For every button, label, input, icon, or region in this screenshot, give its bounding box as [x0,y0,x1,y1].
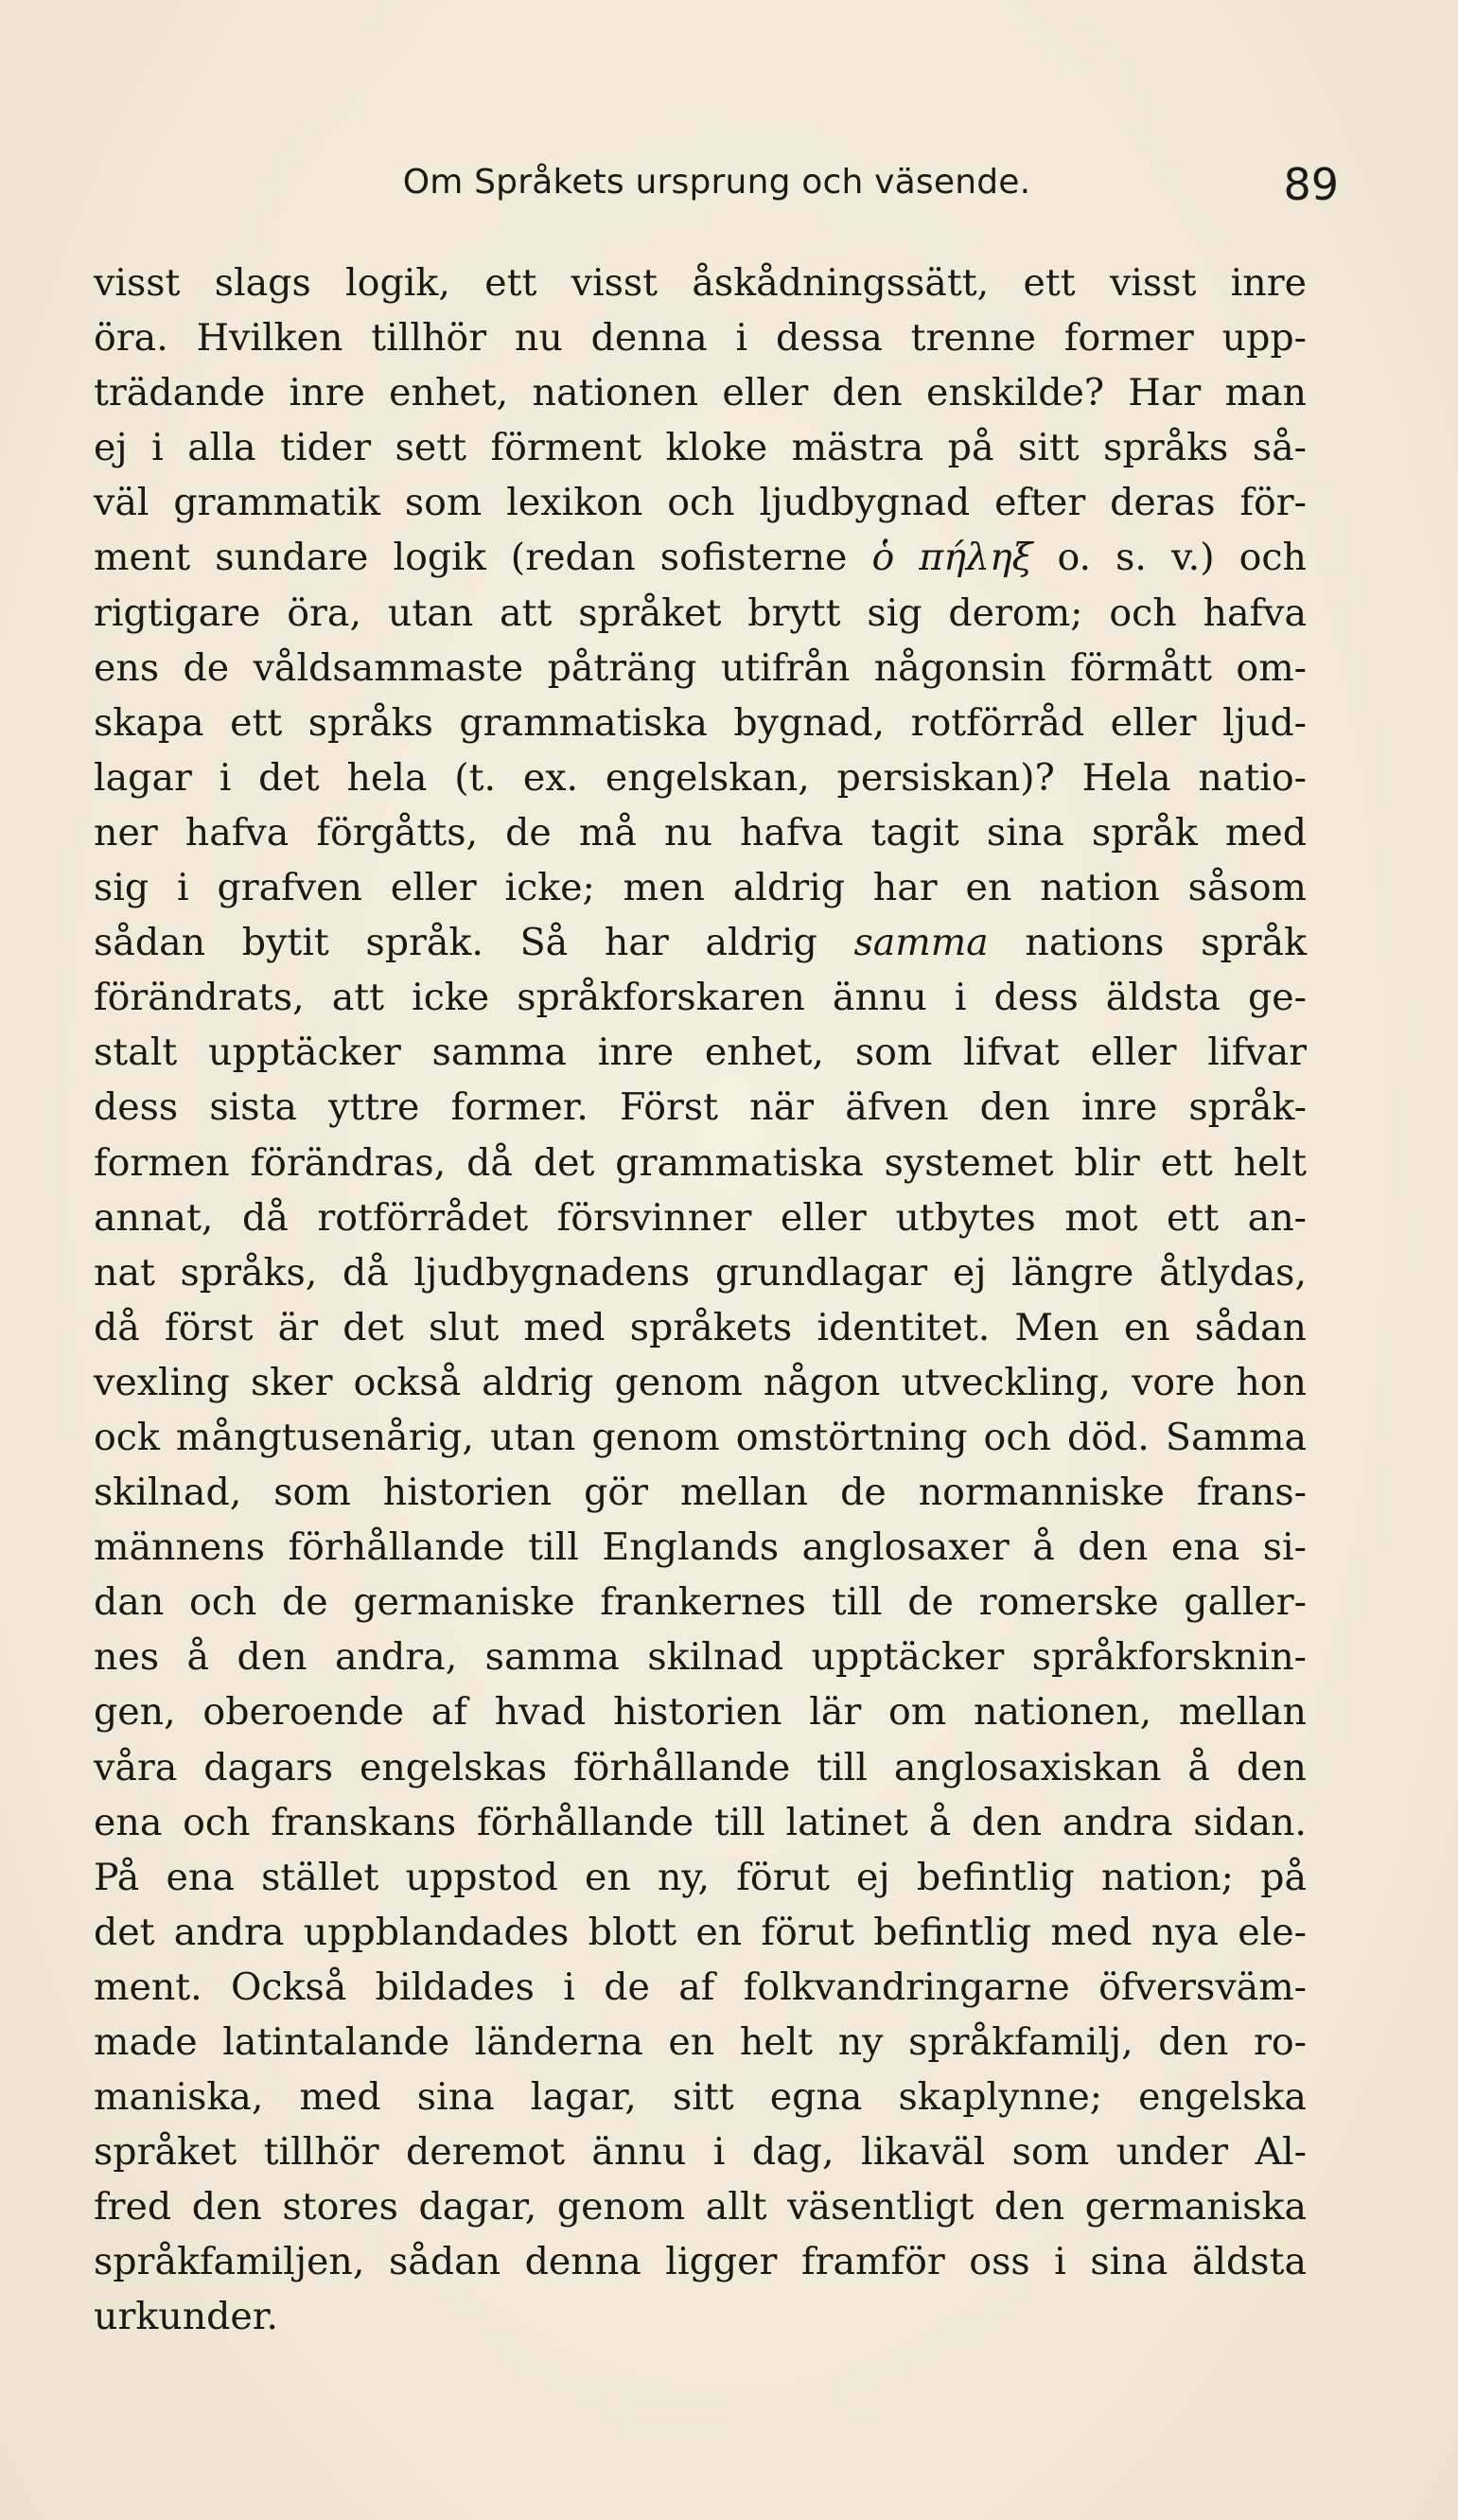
text-line [94,1300,1307,1355]
text-line [94,475,1307,530]
text-segment: ock mångtusenårig, utan genom omstörtning och död. Samma [94,1415,1307,1459]
text-segment: stalt upptäcker samma inre enhet, som lifvat eller lifvar [94,1031,1307,1075]
text-segment: det andra uppblandades blott en förut befintlig med nya ele- [94,1910,1307,1954]
text-segment: ens de våldsammaste påträng utifrån någonsin förmått om- [94,645,1307,690]
text-segment: öra. Hvilken tillhör nu denna i dessa trenne former upp- [94,316,1307,361]
text-segment: språkfamiljen, sådan denna ligger framför oss i sina äldsta [94,2240,1307,2284]
text-segment: visst slags logik, ett visst åskådningssätt, ett visst inre [94,261,1307,305]
text-segment: männens förhållande till Englands anglosaxer å den ena si- [94,1525,1307,1570]
text-segment: väl grammatik som lexikon och ljudbygnad efter deras för- [94,481,1307,525]
text-segment: made latintalande länderna en helt ny språkfamilj, den ro- [94,2020,1307,2064]
text-line [94,696,1307,750]
text-segment: maniska, med sina lagar, sitt egna skaplynne; engelska [94,2075,1307,2120]
text-line [94,1136,1307,1190]
text-line [94,530,1307,585]
text-segment: dess sista yttre former. Först när äfven den inre språk- [94,1085,1307,1130]
text-segment: skilnad, som historien gör mellan de normanniske frans- [94,1471,1307,1515]
text-line [94,2234,1307,2289]
text-line [94,1190,1307,1245]
text-line [94,915,1307,970]
text-line [94,1630,1307,1684]
text-line [94,2124,1307,2179]
page-number: 89 [1283,159,1339,210]
text-segment: nat språks, då ljudbygnadens grundlagar ej längre åtlydas, [94,1250,1307,1295]
text-line [94,1575,1307,1630]
text-segment: gen, oberoende af hvad historien lär om nationen, mellan [94,1690,1307,1735]
text-line [94,1905,1307,1960]
text-line [94,1465,1307,1520]
text-segment: våra dagars engelskas förhållande till anglosaxiskan å den [94,1745,1307,1789]
text-segment: då först är det slut med språkets identitet. Men en sådan [94,1305,1307,1349]
text-line [94,1520,1307,1575]
text-line [94,1850,1307,1905]
text-segment: ment sundare logik (redan sofisterne [94,536,872,580]
text-segment: ment. Också bildades i de af folkvandringarne öfversväm- [94,1965,1307,2009]
text-line [94,2289,1307,2344]
text-segment: trädande inre enhet, nationen eller den enskilde? Har man [94,371,1307,415]
text-line [94,1245,1307,1300]
text-segment: sig i grafven eller icke; men aldrig har en nation såsom [94,866,1307,910]
emphasis-samma: samma [853,921,989,965]
text-line [94,1684,1307,1739]
text-line [94,970,1307,1025]
text-line [94,365,1307,420]
text-segment: dan och de germaniske frankernes till de romerske galler- [94,1580,1307,1625]
text-line [94,2015,1307,2070]
text-segment: ena och franskans förhållande till latinet å den andra sidan. [94,1800,1307,1844]
text-line [94,310,1307,365]
text-line [94,1740,1307,1795]
text-segment: skapa ett språks grammatiska bygnad, rotförråd eller ljud- [94,700,1307,745]
text-segment: vexling sker också aldrig genom någon utveckling, vore hon [94,1360,1307,1404]
text-segment: sådan bytit språk. Så har aldrig [94,921,854,965]
running-head-title: Om Språkets ursprung och väsende. [402,163,1031,202]
text-segment: lagar i det hela (t. ex. engelskan, persiskan)? Hela natio- [94,755,1307,800]
text-line [94,1795,1307,1850]
text-segment: ej i alla tider sett förment kloke mästra på sitt språks så- [94,426,1307,470]
text-line [94,805,1307,860]
text-segment: nes å den andra, samma skilnad upptäcker språkforsknin- [94,1635,1307,1680]
text-segment: fred den stores dagar, genom allt väsentligt den germaniska [94,2185,1307,2229]
running-head [95,159,1339,216]
text-line [94,860,1307,915]
text-line [94,256,1307,310]
text-line [94,1960,1307,2015]
text-line [94,750,1307,805]
greek-phrase: ὁ πήληξ [871,536,1033,580]
text-line [94,2179,1307,2234]
text-segment: rigtigare öra, utan att språket brytt sig derom; och hafva [94,590,1307,635]
text-segment: annat, då rotförrådet försvinner eller utbytes mot ett an- [94,1195,1307,1240]
text-segment: o. s. v.) och [1032,536,1307,580]
text-line [94,586,1307,641]
text-segment: förändrats, att icke språkforskaren ännu i dess äldsta ge- [94,976,1307,1020]
text-line [94,2070,1307,2124]
text-segment: ner hafva förgåtts, de må nu hafva tagit sina språk med [94,810,1307,855]
body-text [94,256,1307,2345]
text-segment: På ena stället uppstod en ny, förut ej befintlig nation; på [94,1855,1307,1899]
text-line [94,1355,1307,1410]
text-segment: formen förändras, då det grammatiska systemet blir ett helt [94,1140,1307,1185]
text-segment: språket tillhör deremot ännu i dag, likaväl som under Al- [94,2130,1307,2175]
text-line [94,1080,1307,1135]
text-line [94,1410,1307,1465]
text-segment: urkunder. [94,2295,278,2339]
text-line [94,1025,1307,1080]
text-line [94,420,1307,475]
text-segment: nations språk [988,921,1308,965]
text-line [94,641,1307,696]
